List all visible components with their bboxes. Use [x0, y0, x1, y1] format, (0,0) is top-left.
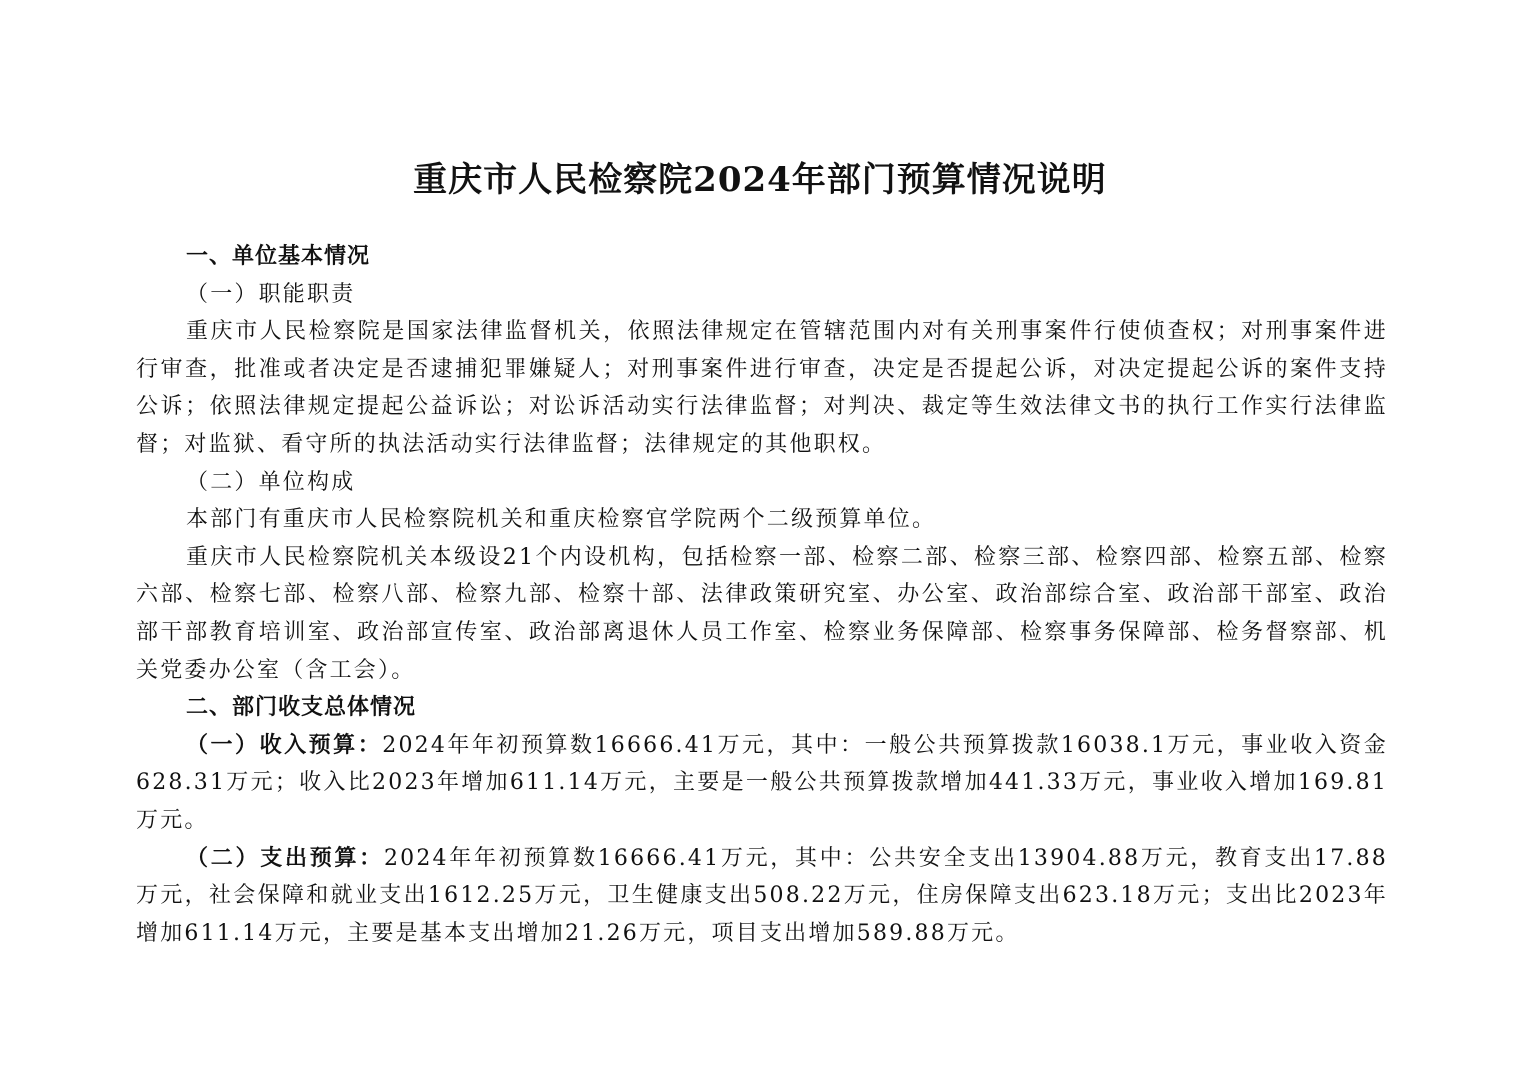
expenditure-budget-lead: （二）支出预算： — [186, 845, 384, 871]
expenditure-budget-text: 2024年年初预算数16666.41万元，其中：公共安全支出13904.88万元，教育支出17.88万元，社会保障和就业支出1612.25万元，卫生健康支出508.22万元，住房保障支出623.18万元；支出比2023年增加611.14万元，主要是基本支出增加21.26万元，项目支出增加589.88万元。 — [136, 845, 1388, 946]
paragraph-structure-departments: 重庆市人民检察院机关本级设21个内设机构，包括检察一部、检察二部、检察三部、检察四部、检察五部、检察六部、检察七部、检察八部、检察九部、检察十部、法律政策研究室、办公室、政治部综合室、政治部干部室、政治部干部教育培训室、政治部宣传室、政治部离退休人员工作室、检察业务保障部、检察事务保障部、检务督察部、机关党委办公室（含工会）。 — [136, 544, 1388, 683]
paragraph-income-budget — [136, 727, 1388, 840]
paragraph-expenditure-budget — [136, 840, 1388, 953]
subheading-duties: （一）职能职责 — [186, 281, 356, 307]
section-heading-2: 二、部门收支总体情况 — [186, 695, 417, 721]
paragraph-duties: 重庆市人民检察院是国家法律监督机关，依照法律规定在管辖范围内对有关刑事案件行使侦查权；对刑事案件进行审查，批准或者决定是否逮捕犯罪嫌疑人；对刑事案件进行审查，决定是否提起公诉，对决定提起公诉的案件支持公诉；依照法律规定提起公益诉讼；对讼诉活动实行法律监督；对判决、裁定等生效法律文书的执行工作实行法律监督；对监狱、看守所的执法活动实行法律监督；法律规定的其他职权。 — [136, 319, 1388, 457]
income-budget-lead: （一）收入预算： — [186, 732, 383, 758]
paragraph-structure-units: 本部门有重庆市人民检察院机关和重庆检察官学院两个二级预算单位。 — [186, 507, 937, 533]
document-body — [136, 238, 1388, 952]
income-budget-text: 2024年年初预算数16666.41万元，其中：一般公共预算拨款16038.1万元，事业收入资金628.31万元；收入比2023年增加611.14万元，主要是一般公共预算拨款增加441.33万元，事业收入增加169.81万元。 — [136, 732, 1388, 833]
section-heading-1: 一、单位基本情况 — [186, 244, 371, 269]
document-title: 重庆市人民检察院2024年部门预算情况说明 — [413, 160, 1107, 200]
subheading-structure: （二）单位构成 — [186, 469, 356, 495]
